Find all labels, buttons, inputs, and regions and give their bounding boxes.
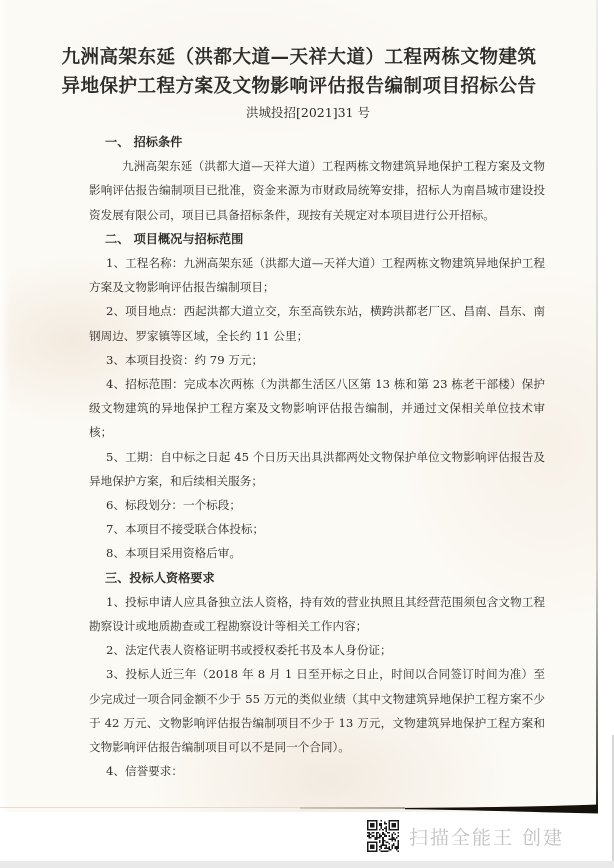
- section-3-item-2: 2、法定代表人资格证明书或授权委托书及本人身份证；: [106, 643, 392, 658]
- title-line-2: 异地保护工程方案及文物影响评估报告编制项目招标公告: [61, 76, 537, 97]
- section-2-item-6: 6、标段划分：一个标段；: [106, 498, 241, 513]
- section-2-item-7: 7、本项目不接受联合体投标；: [106, 522, 265, 537]
- document-body: [89, 130, 545, 783]
- section-3-item-3: 3、投标人近三年（2018 年 8 月 1 日至开标之日止，时间以合同签订时间为准）至少完成过一项合同金额不少于 55 万元的类似业绩（其中文物建筑异地保护工程方案不少于 42 万元、文物影响评估报告编制项目不少于 13 万元，文物建筑异地保护工程方案和文物影响评估报告编制项目可以不是同一个合同）。: [89, 667, 545, 755]
- paper-right-edge-shadow: [596, 0, 598, 812]
- document-title: [0, 0, 598, 101]
- title-line-1: 九洲高架东延（洪都大道—天祥大道）工程两栋文物建筑: [61, 47, 537, 68]
- section-2-item-1: 1、工程名称：九洲高架东延（洪都大道—天祥大道）工程两栋文物建筑异地保护工程方案及文物影响评估报告编制项目；: [89, 256, 545, 295]
- section-2-item-3: 3、本项目投资：约 79 万元；: [106, 352, 264, 367]
- scanner-watermark-text: 扫描全能王 创建: [409, 826, 565, 849]
- section-1-paragraph: 九洲高架东延（洪都大道—天祥大道）工程两栋文物建筑异地保护工程方案及文物影响评估报告编制项目已批准，资金来源为市财政局统筹安排，招标人为南昌城市建设投资发展有限公司，项目已具备招标条件，现按有关规定对本项目进行公开招标。: [89, 159, 545, 222]
- section-2-item-8: 8、本项目采用资格后审。: [106, 546, 241, 561]
- qr-code-icon: [367, 820, 399, 852]
- section-1-heading: 一、 招标条件: [105, 135, 183, 149]
- section-2-heading: 二、 项目概况与招标范围: [105, 231, 244, 246]
- scan-bottom-strip: [0, 861, 614, 868]
- section-2-item-4: 4、招标范围：完成本次两栋（为洪都生活区八区第 13 栋和第 23 栋老干部楼）保护级文物建筑的异地保护工程方案及文物影响评估报告编制，并通过文保相关单位技术审核；: [89, 377, 545, 440]
- scanner-watermark: [367, 820, 564, 852]
- paper-bottom-edge-shadow: [0, 800, 598, 816]
- document-number: 洪城投招[2021]31 号: [246, 105, 370, 120]
- section-2-item-5: 5、工期：自中标之日起 45 个日历天出具洪都两处文物保护单位文物影响评估报告及异地保护方案，和后续相关服务；: [89, 449, 545, 488]
- section-3-item-4: 4、信誉要求：: [106, 764, 183, 779]
- section-2-item-2: 2、项目地点：西起洪都大道立交，东至高铁东站，横跨洪都老厂区、昌南、昌东、南钢周边、罗家镇等区域，全长约 11 公里；: [89, 304, 545, 343]
- section-3-heading: 三、投标人资格要求: [105, 570, 215, 585]
- section-3-item-1: 1、投标申请人应具备独立法人资格，持有效的营业执照且其经营范围须包含文物工程勘察设计或地质勘查或工程勘察设计等相关工作内容；: [89, 594, 545, 634]
